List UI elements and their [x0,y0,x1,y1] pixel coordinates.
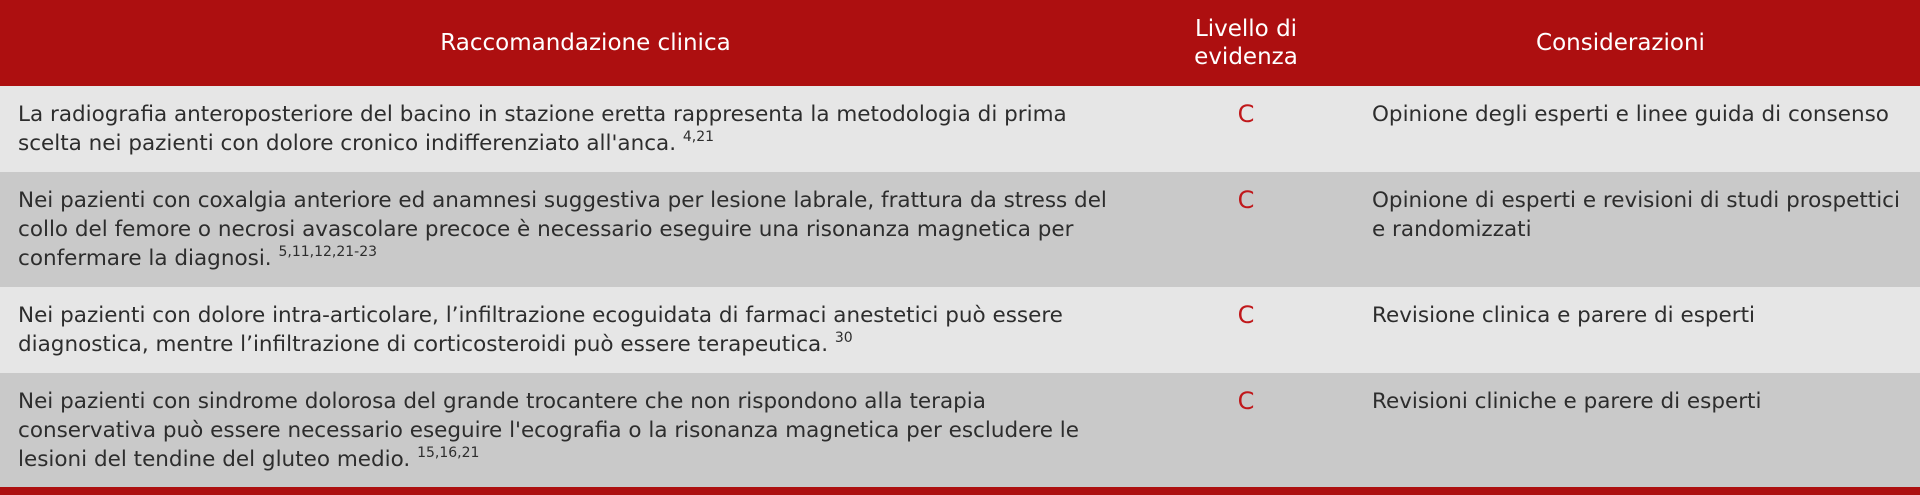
header-considerations: Considerazioni [1536,30,1705,56]
reference-superscript: 30 [834,330,853,346]
considerations-cell: Opinione di esperti e revisioni di studi prospettici e randomizzati [1372,188,1900,242]
recommendation-cell: La radiografia anteroposteriore del bacino in stazione eretta rappresenta la metodologia di prima scelta nei pazienti con dolore cronico indifferenziato all'anca. $^{4,21}$ [18,102,1067,156]
table-row [0,86,1920,172]
evidence-level-cell: C [1237,100,1255,128]
considerations-cell: Revisione clinica e parere di esperti [1372,303,1756,328]
reference-superscript: 5,11,12,21-23 [278,244,378,260]
header-evidence-level: Livello di evidenza [1194,16,1298,70]
table-row [0,172,1920,287]
table-bottom-border [0,487,1920,495]
evidence-level-cell: C [1237,186,1255,214]
recommendation-cell: Nei pazienti con coxalgia anteriore ed anamnesi suggestiva per lesione labrale, frattura da stress del collo del femore o necrosi avascolare precoce è necessario eseguire una risonanza magnetica per confermare la diagnosi. $^{5,11,12,21-23}$ [18,188,1107,271]
evidence-level-cell: C [1237,387,1255,415]
evidence-level-cell: C [1237,301,1255,329]
table-header [0,0,1920,86]
reference-superscript: 4,21 [682,129,715,145]
reference-superscript: 15,16,21 [417,445,480,461]
header-clinical-recommendation: Raccomandazione clinica [440,30,731,56]
table-row [0,287,1920,373]
recommendation-cell: Nei pazienti con dolore intra-articolare, l’infiltrazione ecoguidata di farmaci anestetici può essere diagnostica, mentre l’infiltrazione di corticosteroidi può essere terapeutica. $^{30}$ [18,303,1063,357]
considerations-cell: Opinione degli esperti e linee guida di consenso [1372,102,1889,127]
considerations-cell: Revisioni cliniche e parere di esperti [1372,389,1762,414]
table-row [0,373,1920,487]
recommendation-cell: Nei pazienti con sindrome dolorosa del grande trocantere che non rispondono alla terapia conservativa può essere necessario eseguire l'ecografia o la risonanza magnetica per escludere le lesioni del tendine del gluteo medio. $^{15,16,21}$ [18,389,1079,472]
